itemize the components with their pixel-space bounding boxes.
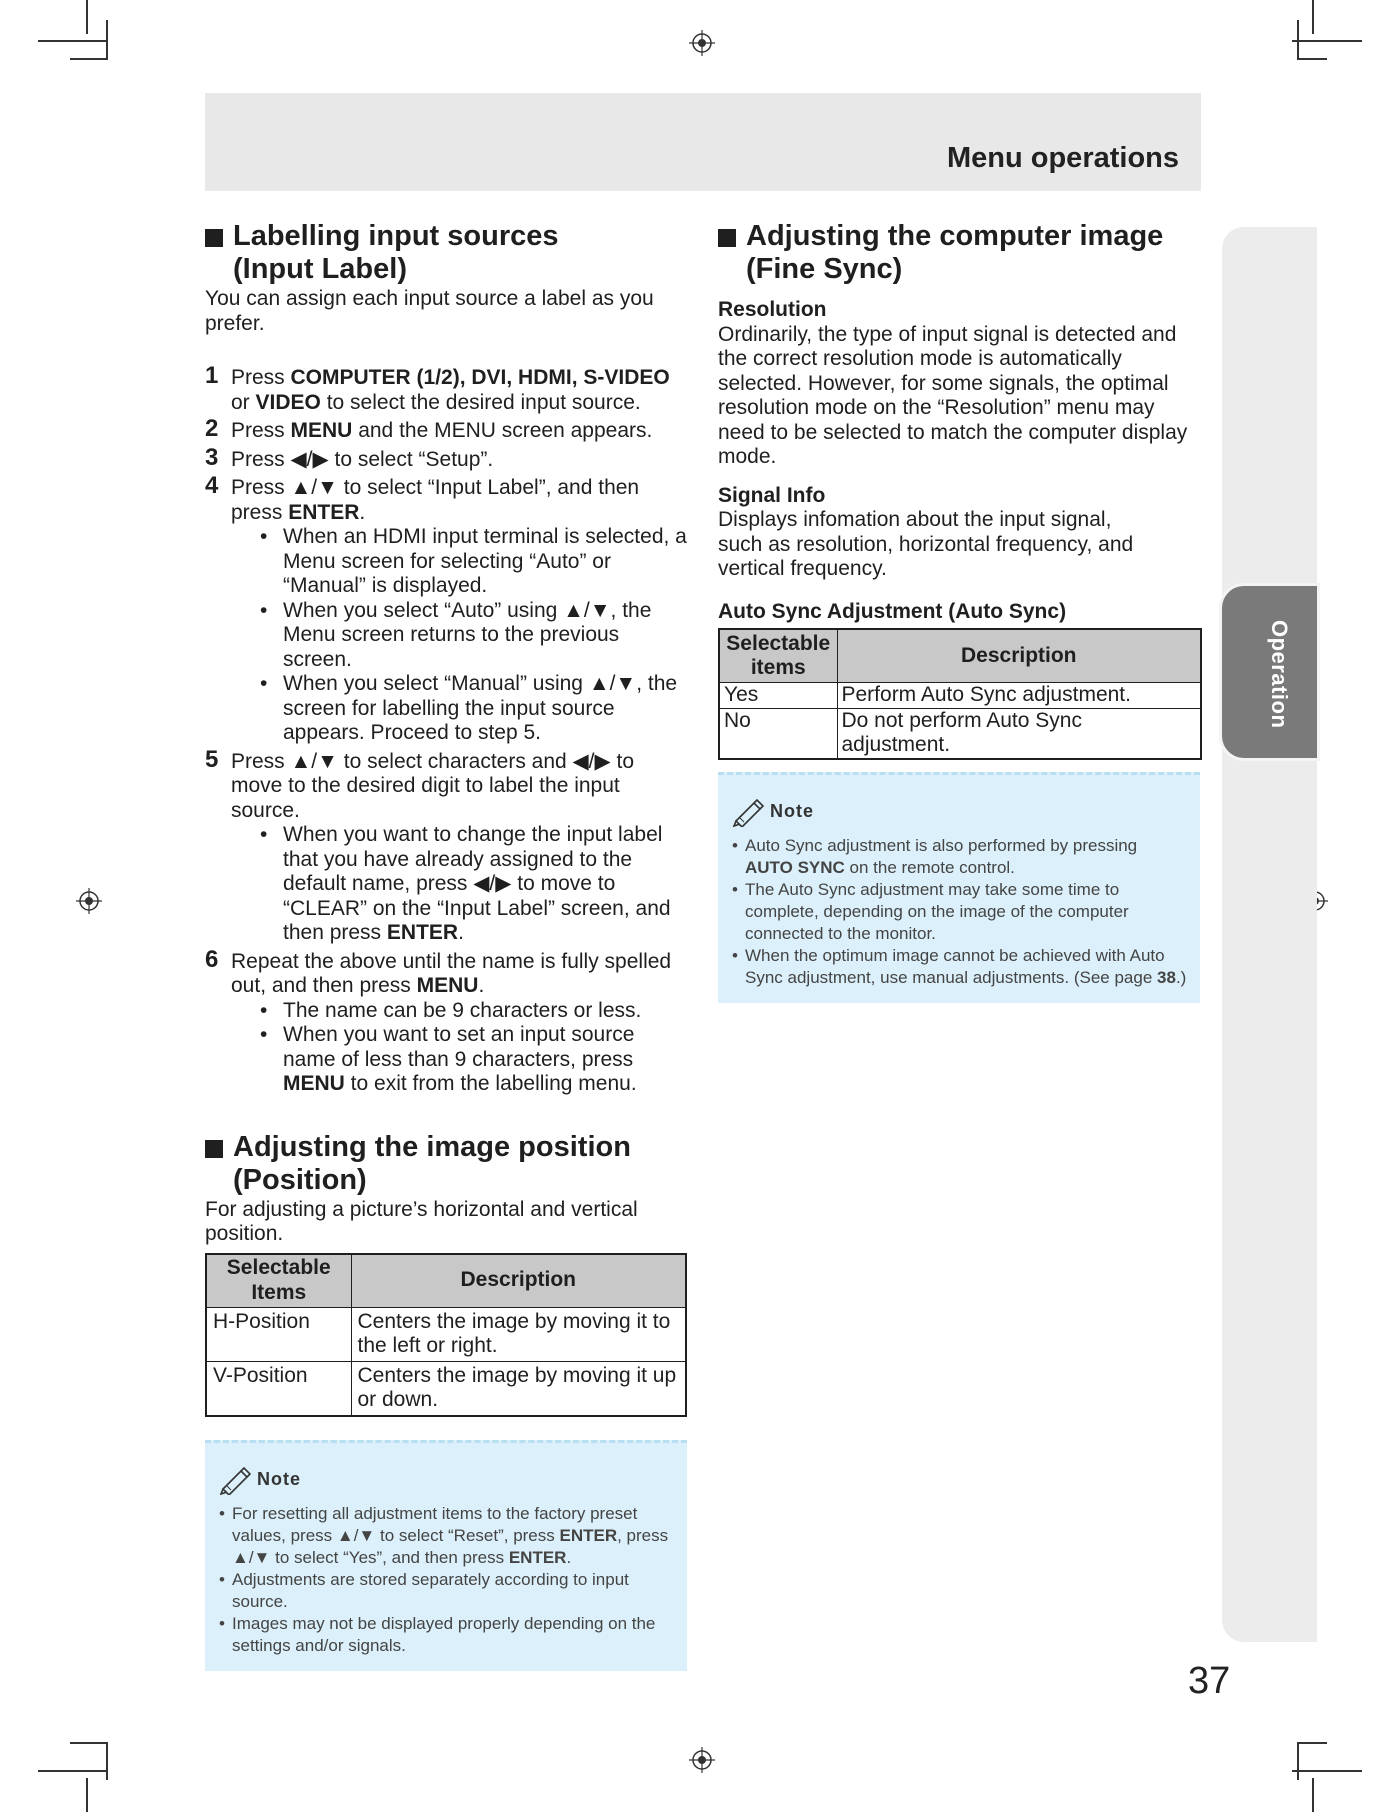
section-subtitle-text: (Input Label) (233, 253, 407, 285)
note-label: Note (770, 801, 814, 822)
bullet-item: • When you select “Auto” using ▲/▼, the Menu screen returns to the previous screen. (257, 599, 687, 673)
table-row (719, 683, 1201, 709)
step-text: Press ◀/▶ to select “Setup”. (231, 447, 494, 471)
section-square-icon (718, 229, 736, 247)
step-number: 6 (205, 945, 219, 973)
note-item: • For resetting all adjustment items to the factory preset values, press ▲/▼ to select “Reset”, press ENTER, press ▲/▼ to select “Yes”, and then press ENTER. (219, 1503, 675, 1569)
section-square-icon (205, 1140, 223, 1158)
step-item (205, 415, 687, 444)
auto-sync-note (718, 772, 1200, 1003)
side-tab-strip (1222, 227, 1317, 1642)
position-intro: For adjusting a picture’s horizontal and vertical position. (205, 1197, 638, 1245)
crop-mark (1297, 20, 1299, 60)
crop-mark (106, 1742, 108, 1780)
table-header-cell: Selectable Items (206, 1254, 351, 1308)
crop-mark (38, 40, 108, 42)
step-text: Press MENU and the MENU screen appears. (231, 419, 653, 442)
step-number: 1 (205, 362, 219, 389)
section-title-text: Adjusting the computer image (746, 220, 1164, 252)
step-bullets (231, 999, 687, 1097)
table-cell: H-Position (206, 1307, 351, 1361)
table-header-cell: Description (837, 629, 1201, 683)
crop-mark (1312, 1778, 1314, 1812)
resolution-heading: Resolution (718, 298, 827, 321)
note-item: • Images may not be displayed properly depending on the settings and/or signals. (219, 1613, 675, 1657)
section-title-text: Labelling input sources (233, 220, 559, 252)
step-text: Press ▲/▼ to select “Input Label”, and then press ENTER. (231, 476, 640, 524)
section-title-text: Adjusting the image position (233, 1130, 631, 1163)
crop-mark (70, 58, 108, 60)
crop-mark (86, 1778, 88, 1812)
table-cell: Do not perform Auto Sync adjustment. (837, 708, 1201, 759)
table-header-cell: Selectable items (719, 629, 837, 683)
step-text: Press COMPUTER (1/2), DVI, HDMI, S-VIDEO or VIDEO to select the desired input source. (231, 366, 670, 414)
step-number: 3 (205, 443, 219, 471)
bullet-item: • When you select “Manual” using ▲/▼, the screen for labelling the input source appears. Proceed to step 5. (257, 672, 687, 746)
note-item: • Adjustments are stored separately according to input source. (219, 1569, 675, 1613)
step-item (205, 443, 687, 473)
section-title-position (205, 1131, 687, 1197)
section-title-input-label (205, 220, 687, 286)
input-label-intro: You can assign each input source a label as you prefer. (205, 287, 654, 335)
step-item (205, 945, 687, 1097)
step-number: 4 (205, 472, 219, 499)
signal-info-heading: Signal Info (718, 483, 826, 507)
crop-mark (1292, 1770, 1362, 1772)
registration-mark-icon (76, 888, 102, 914)
table-header-row (719, 629, 1201, 683)
table-row (206, 1307, 686, 1361)
table-cell: V-Position (206, 1361, 351, 1416)
header-band (205, 93, 1201, 191)
crop-mark (106, 20, 108, 60)
note-heading (732, 797, 1188, 827)
auto-sync-table (718, 628, 1202, 760)
note-item: • When the optimum image cannot be achieved with Auto Sync adjustment, use manual adjustments. (See page 38.) (732, 945, 1188, 989)
step-item (205, 472, 687, 746)
resolution-text: Ordinarily, the type of input signal is detected and the correct resolution mode is automatically selected. However, for some signals, the optimal resolution mode on the “Resolution” menu may need to be selected to match the computer display mode. (718, 322, 1188, 468)
bullet-item: • When an HDMI input terminal is selected, a Menu screen for selecting “Auto” or “Manual” is displayed. (257, 525, 687, 599)
crop-mark (1297, 1742, 1299, 1780)
table-cell: Centers the image by moving it to the left or right. (351, 1307, 686, 1361)
table-cell: Perform Auto Sync adjustment. (837, 683, 1201, 709)
table-row (719, 708, 1201, 759)
table-header-cell: Description (351, 1254, 686, 1308)
bullet-item: • The name can be 9 characters or less. (257, 999, 687, 1024)
left-column (205, 220, 687, 1671)
crop-mark (1297, 1742, 1327, 1744)
pencil-note-icon (732, 797, 768, 827)
note-label: Note (257, 1469, 301, 1490)
signal-info-text: Displays infomation about the input signal, such as resolution, horizontal frequency, and vertical frequency. (718, 508, 1134, 580)
crop-mark (70, 1742, 108, 1744)
note-list (219, 1503, 675, 1657)
table-cell: Centers the image by moving it up or down. (351, 1361, 686, 1416)
crop-mark (1297, 58, 1327, 60)
step-item (205, 362, 687, 415)
crop-mark (1312, 0, 1314, 34)
step-text: Repeat the above until the name is fully spelled out, and then press MENU. (231, 949, 672, 997)
bullet-item: • When you want to set an input source name of less than 9 characters, press MENU to exit from the labelling menu. (257, 1023, 687, 1097)
step-bullets (231, 525, 687, 746)
section-subtitle-text: (Position) (233, 1163, 367, 1196)
note-list (732, 835, 1188, 989)
table-cell: No (719, 708, 837, 759)
right-column (718, 220, 1202, 1003)
step-item (205, 745, 687, 946)
step-number: 5 (205, 745, 219, 773)
crop-mark (1292, 40, 1362, 42)
crop-mark (38, 1770, 108, 1772)
registration-mark-icon (689, 30, 715, 56)
crop-mark (86, 0, 88, 34)
section-square-icon (205, 229, 223, 247)
auto-sync-heading: Auto Sync Adjustment (Auto Sync) (718, 599, 1067, 623)
input-label-steps (205, 362, 687, 1097)
page-number: 37 (1188, 1660, 1231, 1702)
step-number: 2 (205, 415, 219, 442)
position-note (205, 1440, 687, 1671)
side-tab-label: Operation (1267, 619, 1292, 729)
note-item: • The Auto Sync adjustment may take some time to complete, depending on the image of the computer connected to the monitor. (732, 879, 1188, 945)
step-bullets (231, 823, 687, 946)
section-subtitle-text: (Fine Sync) (746, 253, 903, 285)
note-heading (219, 1465, 675, 1495)
table-row (206, 1361, 686, 1416)
section-title-fine-sync (718, 220, 1202, 286)
position-table (205, 1253, 687, 1417)
note-item: • Auto Sync adjustment is also performed by pressing AUTO SYNC on the remote control. (732, 835, 1188, 879)
table-header-row (206, 1254, 686, 1308)
registration-mark-icon (689, 1747, 715, 1773)
table-cell: Yes (719, 683, 837, 709)
page-header-title: Menu operations (946, 142, 1179, 174)
pencil-note-icon (219, 1465, 255, 1495)
step-text: Press ▲/▼ to select characters and ◀/▶ to move to the desired digit to label the input source. (231, 749, 635, 822)
bullet-item: • When you want to change the input label that you have already assigned to the default name, press ◀/▶ to move to “CLEAR” on the “Input Label” screen, and then press ENTER. (257, 823, 687, 946)
